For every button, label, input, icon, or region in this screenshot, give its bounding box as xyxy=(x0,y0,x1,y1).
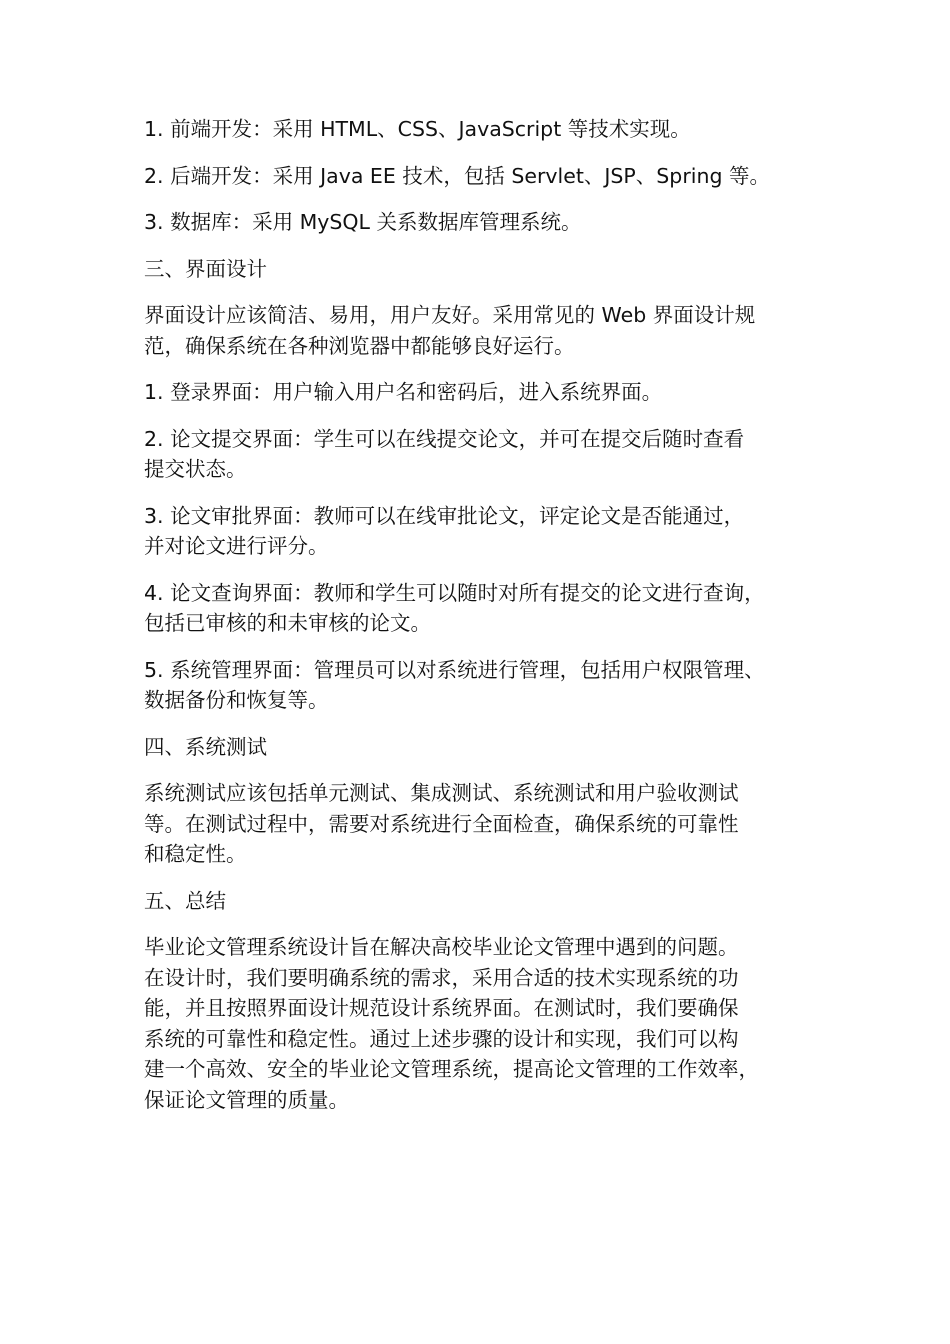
text-line: 3. 论文审批界面：教师可以在线审批论文，评定论文是否能通过， xyxy=(144,503,745,528)
text-line: 包括已审核的和未审核的论文。 xyxy=(144,611,431,635)
text-line: 4. 论文查询界面：教师和学生可以随时对所有提交的论文进行查询， xyxy=(144,580,765,605)
text-line: 系统的可靠性和稳定性。通过上述步骤的设计和实现，我们可以构 xyxy=(144,1026,739,1051)
list-item-submission xyxy=(144,424,824,485)
text-line: 系统测试应该包括单元测试、集成测试、系统测试和用户验收测试 xyxy=(144,781,739,805)
text-line: 五、总结 xyxy=(144,888,226,913)
list-item-frontend xyxy=(144,114,824,145)
section-heading-summary xyxy=(144,886,824,917)
list-item-admin xyxy=(144,655,824,716)
text-line: 建一个高效、安全的毕业论文管理系统，提高论文管理的工作效率， xyxy=(144,1057,759,1081)
text-line: 3. 数据库：采用 MySQL 关系数据库管理系统。 xyxy=(144,210,582,234)
text-line: 三、界面设计 xyxy=(144,256,267,281)
text-line: 1. 前端开发：采用 HTML、CSS、JavaScript 等技术实现。 xyxy=(144,117,691,141)
summary-paragraph xyxy=(144,932,824,1115)
text-line: 并对论文进行评分。 xyxy=(144,534,329,558)
text-line: 提交状态。 xyxy=(144,457,247,481)
text-line: 四、系统测试 xyxy=(144,734,267,759)
section-heading-ui-design xyxy=(144,254,824,285)
text-line: 在设计时，我们要明确系统的需求，采用合适的技术实现系统的功 xyxy=(144,965,739,990)
text-line: 5. 系统管理界面：管理员可以对系统进行管理，包括用户权限管理、 xyxy=(144,657,765,682)
text-line: 能，并且按照界面设计规范设计系统界面。在测试时，我们要确保 xyxy=(144,996,739,1020)
text-line: 毕业论文管理系统设计旨在解决高校毕业论文管理中遇到的问题。 xyxy=(144,935,739,959)
section-heading-system-testing xyxy=(144,732,824,763)
list-item-query xyxy=(144,578,824,639)
text-line: 2. 后端开发：采用 Java EE 技术，包括 Servlet、JSP、Spring 等。 xyxy=(144,163,770,188)
text-line: 范，确保系统在各种浏览器中都能够良好运行。 xyxy=(144,333,575,358)
text-line: 保证论文管理的质量。 xyxy=(144,1087,349,1112)
list-item-approval xyxy=(144,501,824,562)
list-item-login xyxy=(144,377,824,408)
list-item-database xyxy=(144,207,824,238)
system-testing-paragraph xyxy=(144,778,824,870)
list-item-backend xyxy=(144,161,824,192)
text-line: 界面设计应该简洁、易用，用户友好。采用常见的 Web 界面设计规 xyxy=(144,303,756,327)
text-line: 2. 论文提交界面：学生可以在线提交论文，并可在提交后随时查看 xyxy=(144,426,745,451)
text-line: 等。在测试过程中，需要对系统进行全面检查，确保系统的可靠性 xyxy=(144,811,739,836)
text-line: 数据备份和恢复等。 xyxy=(144,688,329,712)
text-line: 1. 登录界面：用户输入用户名和密码后，进入系统界面。 xyxy=(144,380,663,404)
text-line: 和稳定性。 xyxy=(144,842,247,866)
ui-design-paragraph xyxy=(144,300,824,361)
document-body xyxy=(144,114,824,1131)
